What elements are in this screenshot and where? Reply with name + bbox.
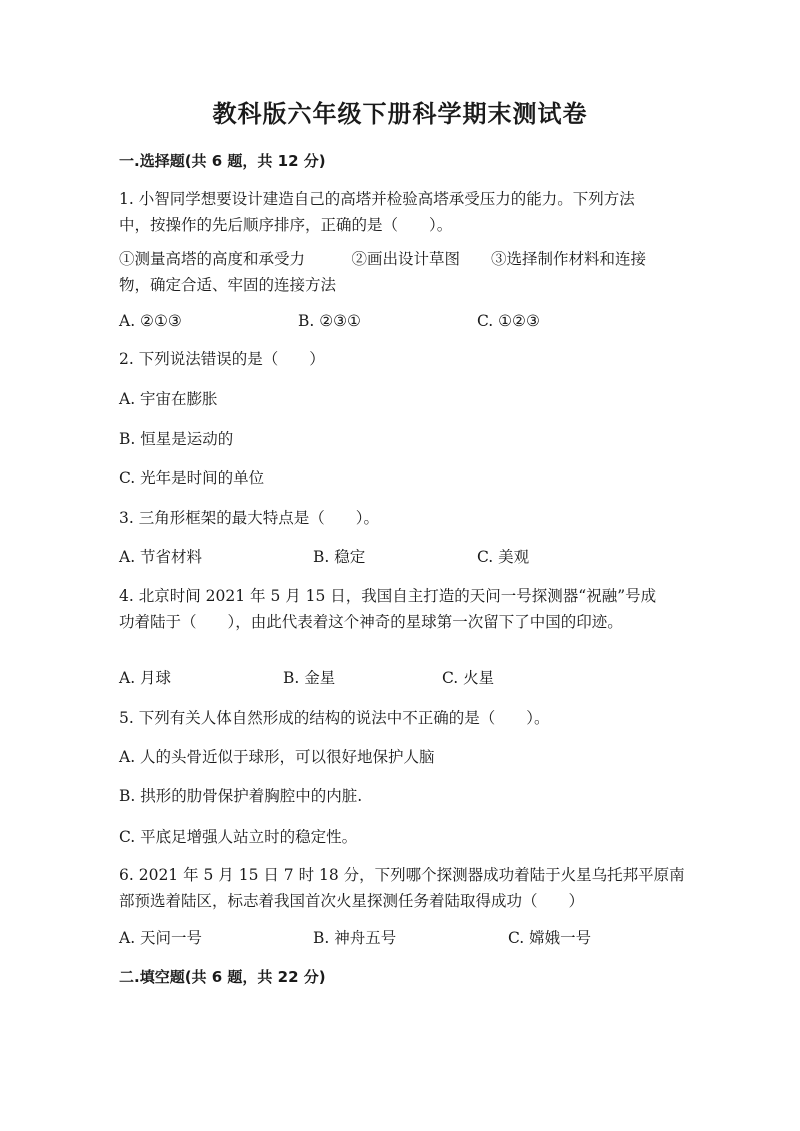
question-5-option-a: A. 人的头骨近似于球形，可以很好地保护人脑	[119, 748, 435, 766]
question-1-items-line-1: ①测量高塔的高度和承受力 ②画出设计草图 ③选择制作材料和连接	[119, 250, 647, 268]
question-6-stem-line-1: 6. 2021 年 5 月 15 日 7 时 18 分，下列哪个探测器成功着陆于火星乌托邦平原南	[119, 866, 685, 884]
question-1-option-a: A. ②①③	[119, 312, 182, 330]
section-heading-fill: 二.填空题(共 6 题，共 22 分)	[119, 968, 326, 986]
question-5-stem: 5. 下列有关人体自然形成的结构的说法中不正确的是（ ）。	[119, 709, 550, 727]
question-1-stem-line-2: 中，按操作的先后顺序排序，正确的是（ ）。	[119, 216, 453, 234]
question-3-stem: 3. 三角形框架的最大特点是（ ）。	[119, 509, 379, 527]
page-title: 教科版六年级下册科学期末测试卷	[212, 99, 588, 128]
question-6-option-c: C. 嫦娥一号	[508, 929, 592, 947]
question-3-option-a: A. 节省材料	[119, 548, 203, 566]
question-4-option-b: B. 金星	[283, 669, 336, 687]
question-1-items-line-2: 物，确定合适、牢固的连接方法	[119, 276, 337, 294]
question-4-option-a: A. 月球	[119, 669, 172, 687]
question-1-stem-line-1: 1. 小智同学想要设计建造自己的高塔并检验高塔承受压力的能力。下列方法	[119, 190, 635, 208]
question-5-option-b: B. 拱形的肋骨保护着胸腔中的内脏.	[119, 787, 363, 805]
question-2-option-c: C. 光年是时间的单位	[119, 469, 265, 487]
question-3-option-c: C. 美观	[477, 548, 530, 566]
question-4-option-c: C. 火星	[442, 669, 495, 687]
question-5-option-c: C. 平底足增强人站立时的稳定性。	[119, 828, 358, 846]
question-6-option-a: A. 天问一号	[119, 929, 203, 947]
question-2-option-b: B. 恒星是运动的	[119, 430, 234, 448]
question-6-stem-line-2: 部预选着陆区，标志着我国首次火星探测任务着陆取得成功（ ）	[119, 892, 585, 910]
section-heading-choice: 一.选择题(共 6 题，共 12 分)	[119, 152, 326, 170]
question-4-stem-line-2: 功着陆于（ ），由此代表着这个神奇的星球第一次留下了中国的印迹。	[119, 613, 623, 631]
question-1-option-c: C. ①②③	[477, 312, 540, 330]
question-2-stem: 2. 下列说法错误的是（ ）	[119, 350, 325, 368]
question-1-option-b: B. ②③①	[298, 312, 361, 330]
question-2-option-a: A. 宇宙在膨胀	[119, 390, 218, 408]
question-3-option-b: B. 稳定	[313, 548, 366, 566]
question-6-option-b: B. 神舟五号	[313, 929, 397, 947]
question-4-stem-line-1: 4. 北京时间 2021 年 5 月 15 日，我国自主打造的天问一号探测器“祝融”号成	[119, 587, 657, 605]
